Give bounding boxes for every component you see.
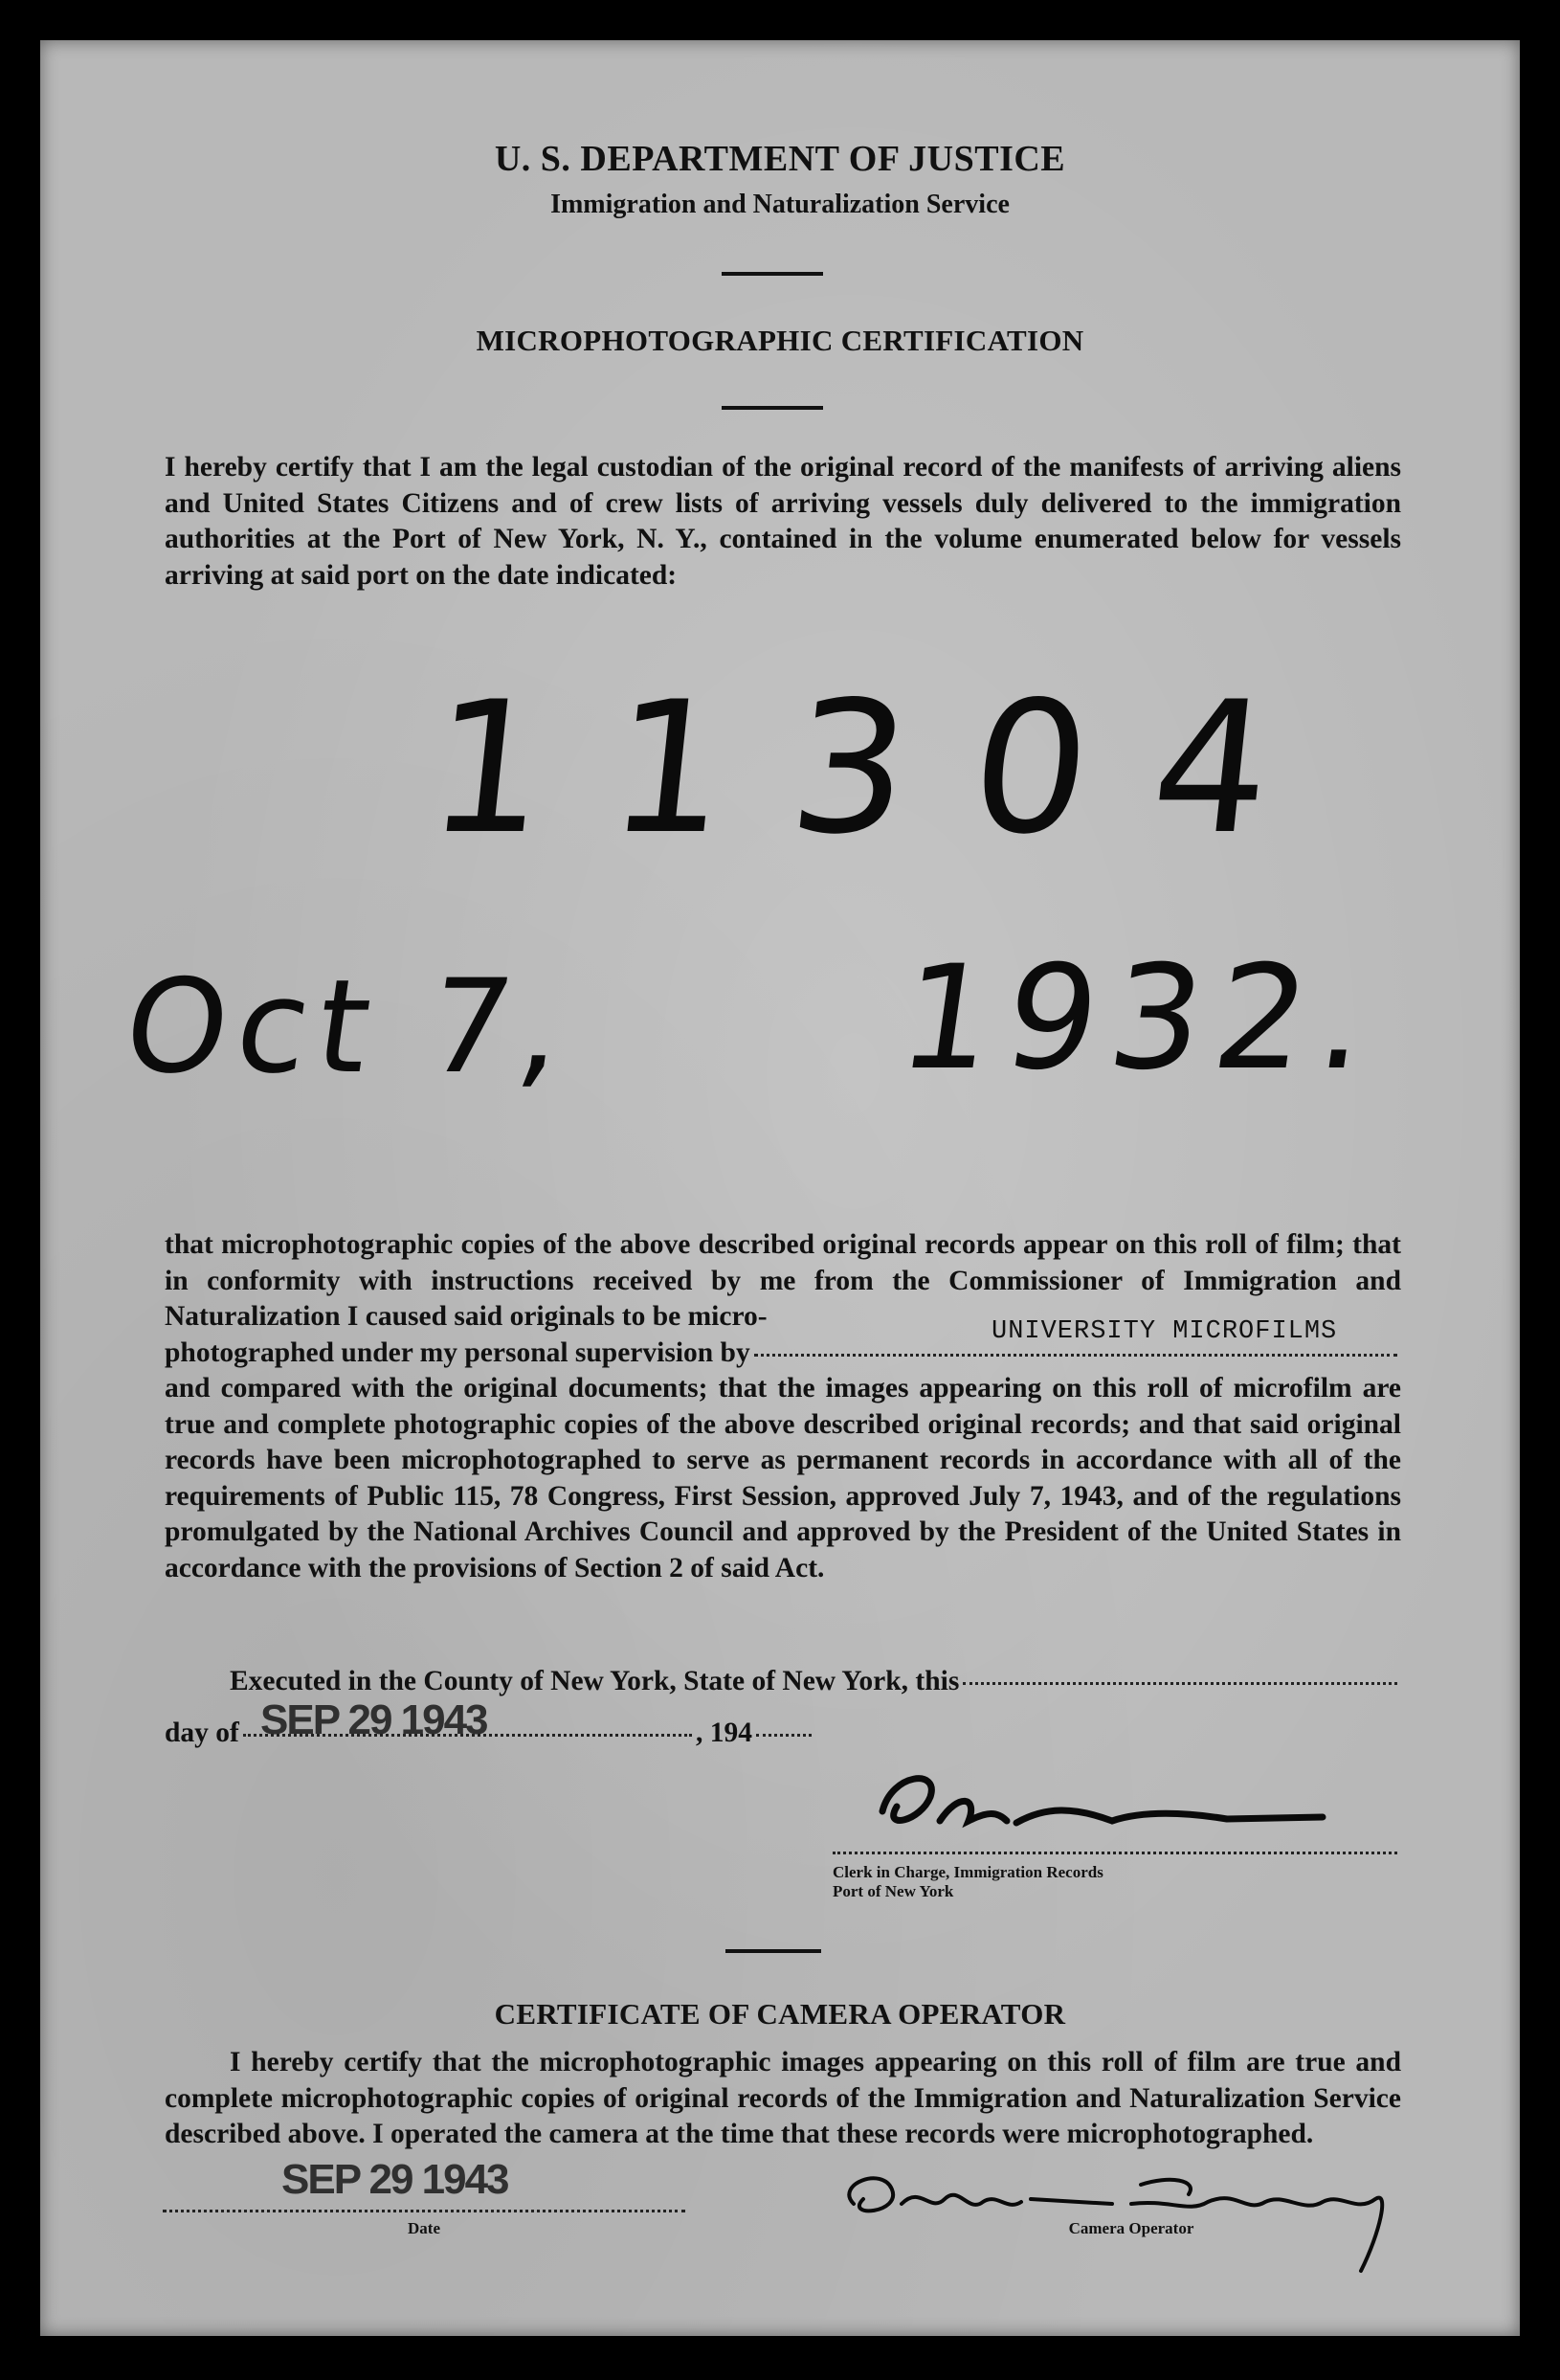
certificate-page <box>40 40 1520 2336</box>
typed-company-name: UNIVERSITY MICROFILMS <box>992 1316 1338 1346</box>
camera-date-line <box>163 2210 685 2212</box>
clerk-signature <box>825 1754 1399 1859</box>
day-of-line <box>165 1695 815 1752</box>
camera-section-divider <box>725 1949 821 1953</box>
clerk-title-line2: Port of New York <box>833 1882 954 1900</box>
execution-line <box>165 1664 1401 1700</box>
title-divider <box>722 406 823 410</box>
execution-dotted-line <box>963 1682 1397 1685</box>
camera-date-label: Date <box>408 2219 440 2237</box>
certification-title: MICROPHOTOGRAPHIC CERTIFICATION <box>476 324 1084 357</box>
department-heading: U. S. DEPARTMENT OF JUSTICE <box>494 139 1066 179</box>
body-paragraph <box>165 1227 1401 1586</box>
camera-date-stamp: SEP 29 1943 <box>281 2156 508 2203</box>
handwritten-date-year: 1932. <box>889 935 1392 1102</box>
camera-operator-label: Camera Operator <box>1068 2219 1194 2237</box>
handwritten-volume-number: 11304 <box>419 662 1347 874</box>
clerk-signature-line <box>833 1852 1397 1854</box>
handwritten-date-month: Oct 7, <box>115 952 583 1102</box>
camera-certificate-paragraph: I hereby certify that the microphotographic images appearing on this roll of film are true and complete microphotographic copies of original records of the Immigration and Naturalization Service described above. I operated the camera at the time that these records were microphotographed. <box>165 2047 1401 2149</box>
camera-certificate-text <box>165 2045 1401 2153</box>
body-paragraph-part2: and compared with the original documents; that the images appearing on this roll of microfilm are true and complete photographic copies of the above described original records; and that said original records have been microphotographed to serve as permanent records in accordance with all of the requirements of Public 115, 78 Congress, First Session, approved July 7, 1943, and of the regulations promulgated by the National Archives Council and approved by the President of the United States in accordance with the provisions of Section 2 of said Act. <box>165 1373 1401 1583</box>
header-divider <box>722 272 823 276</box>
service-subheading: Immigration and Naturalization Service <box>550 190 1010 219</box>
supervision-dotted-line <box>754 1354 1397 1357</box>
supervision-line <box>165 1316 1401 1372</box>
body-paragraph-part1: that microphotographic copies of the above described original records appear on this roll of film; that in conformity with instructions received by me from the Commissioner of Immigration and Naturalization I caused said originals to be micro- <box>165 1229 1401 1332</box>
execution-date-stamp: SEP 29 1943 <box>260 1695 487 1743</box>
year-dotted-line <box>756 1734 812 1737</box>
clerk-title-line1: Clerk in Charge, Immigration Records <box>833 1863 1103 1881</box>
execution-text: Executed in the County of New York, State of New York, this <box>230 1666 960 1696</box>
supervision-lead: photographed under my personal supervision by <box>165 1336 750 1368</box>
intro-paragraph-text: I hereby certify that I am the legal custodian of the original record of the manifests of arriving aliens and United States Citizens and of crew lists of arriving vessels duly delivered to the immigration authorities at the Port of New York, N. Y., contained in the volume enumerated below for vessels arriving at said port on the date indicated: <box>165 452 1401 591</box>
execution-block <box>165 1664 1401 1751</box>
clerk-title <box>833 1863 1103 1901</box>
year-prefix: , 194 <box>696 1717 752 1748</box>
camera-certificate-title: CERTIFICATE OF CAMERA OPERATOR <box>494 1997 1066 2031</box>
intro-paragraph <box>165 450 1401 594</box>
day-of-label: day of <box>165 1717 239 1748</box>
